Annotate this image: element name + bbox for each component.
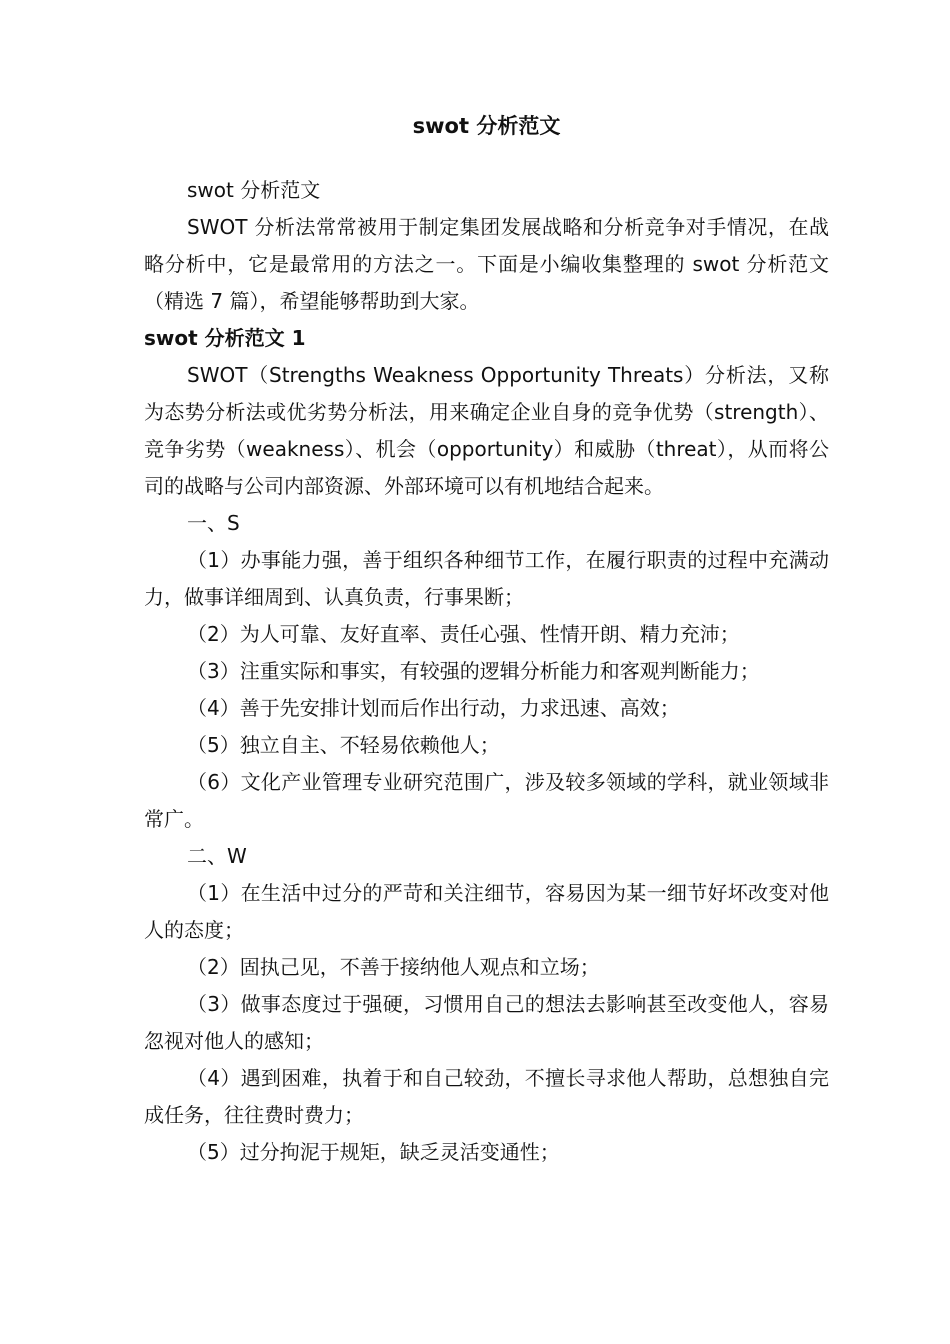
weakness-item: （4）遇到困难，执着于和自己较劲，不擅长寻求他人帮助，总想独自完成任务，往往费时费力； xyxy=(144,1066,829,1127)
document-title: swot 分析范文 xyxy=(412,114,561,138)
strengths-heading: 一、S xyxy=(187,511,240,535)
document-body xyxy=(144,172,829,1171)
weaknesses-heading: 二、W xyxy=(187,844,247,868)
strength-item: （6）文化产业管理专业研究范围广，涉及较多领域的学科，就业领域非常广。 xyxy=(144,770,829,831)
section-heading: swot 分析范文 1 xyxy=(144,326,306,350)
intro-paragraph: SWOT 分析法常常被用于制定集团发展战略和分析竞争对手情况，在战略分析中，它是最常用的方法之一。下面是小编收集整理的 swot 分析范文（精选 7 篇），希望能够帮助到大家。 xyxy=(144,215,829,313)
weakness-item: （2）固执己见，不善于接纳他人观点和立场； xyxy=(187,955,600,979)
weakness-item: （1）在生活中过分的严苛和关注细节，容易因为某一细节好坏改变对他人的态度； xyxy=(144,881,829,942)
strength-item: （4）善于先安排计划而后作出行动，力求迅速、高效； xyxy=(187,696,680,720)
strength-item: （2）为人可靠、友好直率、责任心强、性情开朗、精力充沛； xyxy=(187,622,740,646)
strength-item: （3）注重实际和事实，有较强的逻辑分析能力和客观判断能力； xyxy=(187,659,760,683)
swot-definition-paragraph: SWOT（Strengths Weakness Opportunity Threats）分析法，又称为态势分析法或优劣势分析法，用来确定企业自身的竞争优势（strength）、竞争劣势（weakness）、机会（opportunity）和威胁（threat），从而将公司的战略与公司内部资源、外部环境可以有机地结合起来。 xyxy=(144,363,829,498)
subtitle-paragraph: swot 分析范文 xyxy=(187,178,321,202)
strength-item: （5）独立自主、不轻易依赖他人； xyxy=(187,733,500,757)
weakness-item: （3）做事态度过于强硬，习惯用自己的想法去影响甚至改变他人，容易忽视对他人的感知； xyxy=(144,992,829,1053)
strength-item: （1）办事能力强，善于组织各种细节工作，在履行职责的过程中充满动力，做事详细周到、认真负责，行事果断； xyxy=(144,548,829,609)
weakness-item: （5）过分拘泥于规矩，缺乏灵活变通性； xyxy=(187,1140,560,1164)
